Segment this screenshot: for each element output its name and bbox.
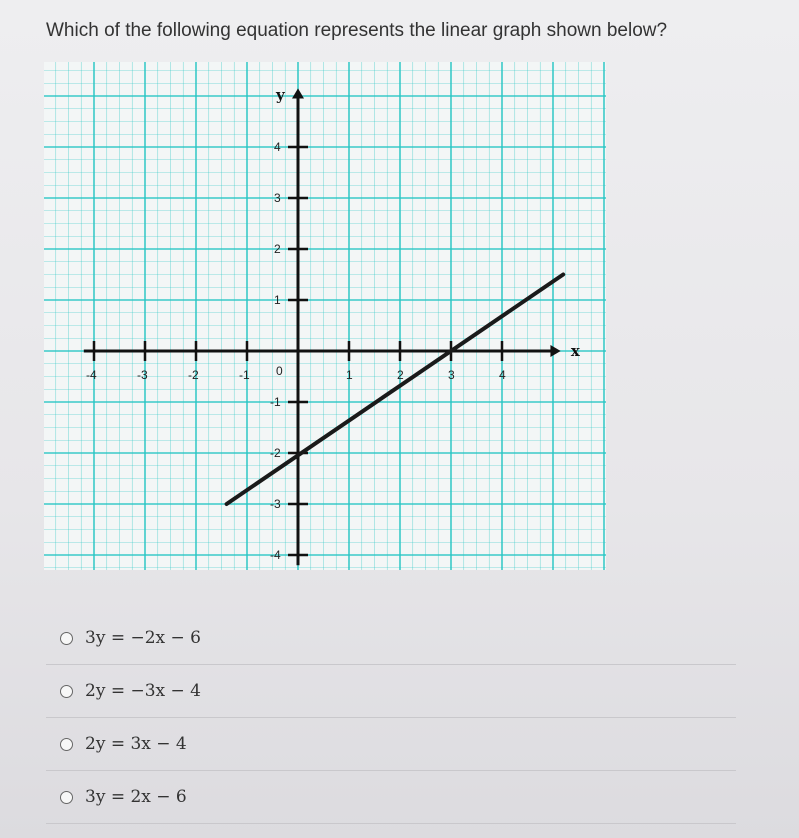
option-4[interactable]: [46, 771, 736, 824]
x-tick-label: 2: [397, 368, 404, 382]
x-tick-label: 4: [499, 368, 506, 382]
x-tick-label: -1: [239, 368, 250, 382]
y-tick-label: -3: [270, 497, 281, 511]
y-tick-label: -2: [270, 446, 281, 460]
radio-button[interactable]: [60, 738, 73, 751]
option-3[interactable]: [46, 718, 736, 771]
y-tick-label: -4: [270, 548, 281, 562]
linear-graph: [44, 62, 606, 570]
y-tick-label: 2: [274, 242, 281, 256]
y-axis-label: y: [276, 86, 285, 104]
y-tick-label: -1: [270, 395, 281, 409]
option-label: 2y = 3x − 4: [85, 734, 187, 754]
option-label: 2y = −3x − 4: [85, 681, 201, 701]
y-tick-label: 4: [274, 140, 281, 154]
x-tick-label: -4: [86, 368, 97, 382]
x-tick-label: -2: [188, 368, 199, 382]
option-label: 3y = 2x − 6: [85, 787, 187, 807]
graph-svg: [44, 62, 606, 570]
question-text: Which of the following equation represents the linear graph shown below?: [46, 20, 668, 41]
x-axis-label: x: [570, 342, 580, 360]
origin-label: 0: [276, 364, 283, 378]
y-tick-label: 3: [274, 191, 281, 205]
graph-background: [44, 62, 606, 570]
y-tick-label: 1: [274, 293, 281, 307]
x-tick-label: 3: [448, 368, 455, 382]
x-tick-label: -3: [137, 368, 148, 382]
option-1[interactable]: [46, 612, 736, 665]
answer-options: [46, 612, 736, 824]
option-label: 3y = −2x − 6: [85, 628, 201, 648]
radio-button[interactable]: [60, 632, 73, 645]
radio-button[interactable]: [60, 791, 73, 804]
x-tick-label: 1: [346, 368, 353, 382]
option-2[interactable]: [46, 665, 736, 718]
radio-button[interactable]: [60, 685, 73, 698]
